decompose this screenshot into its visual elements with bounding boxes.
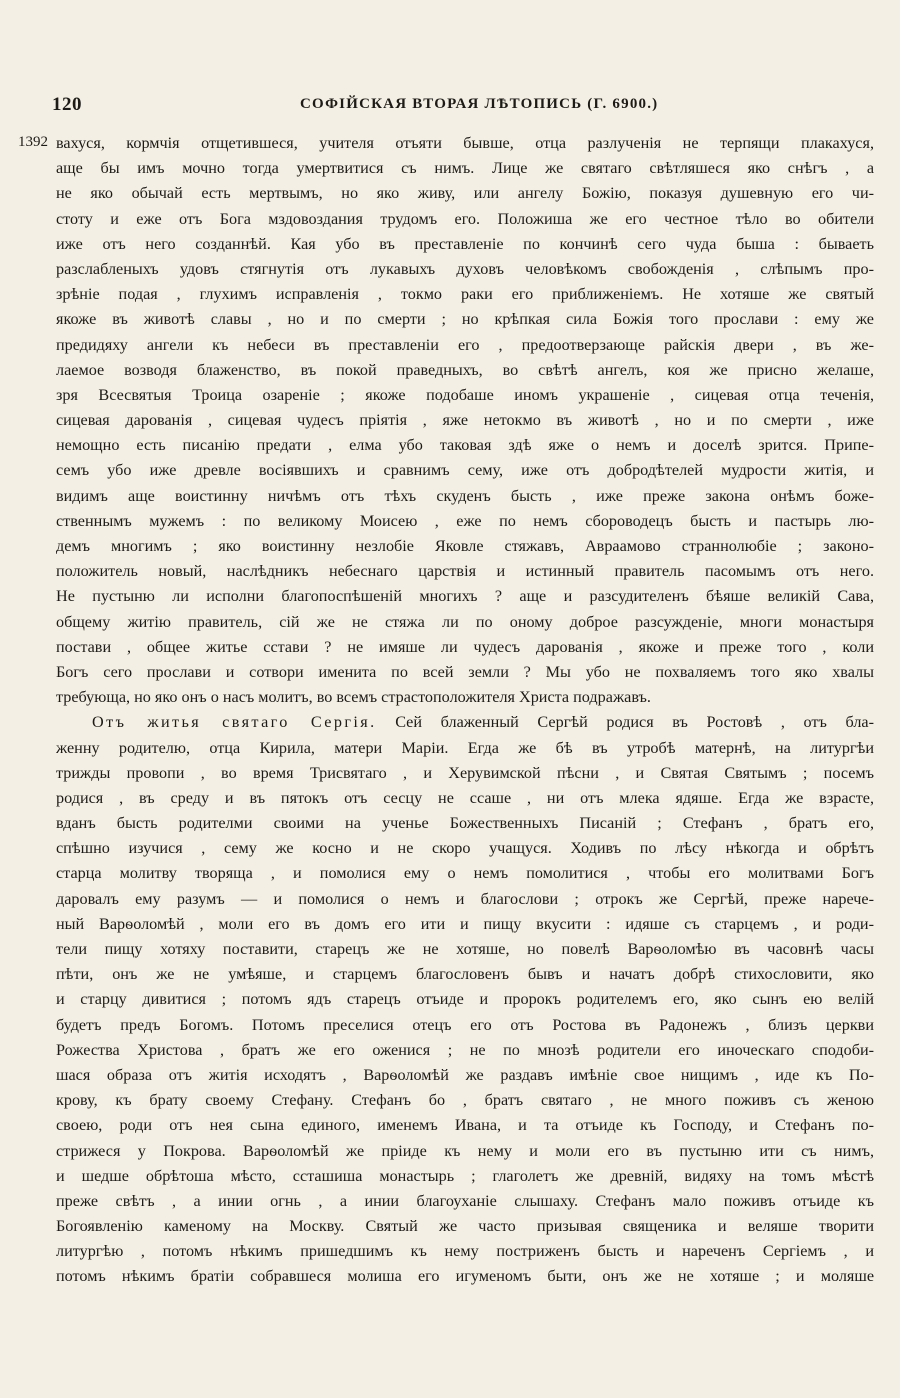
text-line: якоже въ животѣ славы , но и по смерти ; но крѣпкая сила Божія того прослави : ему же (56, 310, 874, 329)
text-line: немощно есть писанію предати , елма убо таковая здѣ яже о немъ и доселѣ зрится. Припе- (56, 436, 874, 455)
text-line: ный Варѳоломѣй , моли его въ домъ его ити и пищу вкусити : идяше съ старцемъ , и роди- (56, 914, 874, 933)
text-line: пѣти, онъ же не умѣяше, и старцемъ благословенъ бывъ и начатъ добрѣ стихословити, яко (56, 965, 874, 984)
text-line: постави , общее житье сстави ? не имяше ли чудесъ дарованія , якоже и преже того , коли (56, 637, 874, 656)
text-line: преже свѣтъ , а инии огнь , а инии благоуханіе слышаху. Стефанъ мало поживъ отъиде къ (56, 1191, 874, 1210)
text-line: видимъ аще воистинну ничѣмъ отъ тѣхъ скуденъ бысть , иже преже закона онѣмъ боже- (56, 486, 874, 505)
text-line: Богоявленію каменому на Москву. Святый же часто призывая священика и веляше творити (56, 1217, 874, 1236)
text-line: вахуся, кормчія отщетившеся, учителя отъяти бывше, отца разлученія не терпящи плакахуся, (56, 134, 874, 152)
text-line: зря Всесвятыя Троица озареніе ; якоже подобаше иномъ украшеніе , сицевая отца теченія, (56, 385, 874, 404)
text-line: лаемое возводя блаженство, въ покой праведныхъ, во свѣтѣ ангелъ, коя же присно желаше, (56, 360, 874, 379)
text-line: спѣшно изучися , сему же косно и не скоро учащуся. Ходивъ по лѣсу нѣкогда и обрѣтъ (56, 839, 874, 858)
text-line: Богъ сего прослави и сотвори именита по всей земли ? Мы убо не похваляемъ того яко хвалы (56, 662, 874, 681)
text-line: трижды провопи , во время Трисвятаго , и Херувимской пѣсни , и Святая Святымъ ; посемъ (56, 763, 874, 782)
text-line: шася образа отъ житія исходятъ , Варѳоломѣй же раздавъ имѣніе свое нищимъ , иде къ По- (56, 1065, 874, 1084)
text-line: вданъ бысть родителми своими на ученье Божественныхъ Писаній ; Стефанъ , братъ его, (56, 814, 874, 833)
text-line: тели пищу хотяху поставити, старецъ же не хотяше, но повелѣ Варѳоломѣю въ часовнѣ часы (56, 940, 874, 958)
text-line: даровалъ ему разумъ — и помолися о немъ и благослови ; отрокъ же Сергѣй, преже нарече- (56, 889, 874, 908)
text-line: и шедше обрѣтоша мѣсто, ссташиша монастырь ; глаголетъ же древній, видяху на томъ мѣстѣ (56, 1166, 874, 1185)
text-line: стоту и еже отъ Бога мздовоздания трудомъ его. Положиша же его честное тѣло во обители (56, 209, 874, 228)
text-line: положитель новый, наслѣдникъ небеснаго царствія и истинный правитель пасомымъ отъ него. (56, 562, 874, 581)
text-line: своею, роди отъ нея сына единого, именемъ Ивана, и та отъиде къ Господу, и Стефанъ по- (56, 1116, 874, 1135)
paragraph-1 (56, 131, 874, 710)
margin-year: 1392 (18, 134, 48, 150)
page-header (52, 94, 864, 118)
text-line: стрижеся у Покрова. Варѳоломѣй же пріиде къ нему и моли его въ пустыню ити съ нимъ, (56, 1141, 874, 1160)
text-line: разслабленыхъ удовъ стягнутія отъ лукавыхъ духовъ человѣкомъ свобожденія , слѣпымъ про- (56, 259, 874, 278)
text-line: будетъ предъ Богомъ. Потомъ преселися отецъ его отъ Ростова въ Радонежъ , близъ церкви (56, 1015, 874, 1034)
page-number: 120 (52, 94, 82, 115)
text-line: сицевая дарованія , сицевая чудесъ пріятія , яже нетокмо въ животѣ , но и по смерти , иже (56, 411, 874, 430)
chronicle-text (56, 131, 874, 1290)
text-line: литургѣю , потомъ нѣкимъ пришедшимъ къ нему постриженъ бысть и нареченъ Сергіемъ , и (56, 1242, 874, 1261)
text-line: и старцу дивитися ; потомъ ядъ старецъ отъиде и пророкъ родителемъ его, яко сынъ ею велій (56, 990, 874, 1009)
text-line: старца молитву творяща , и помолися ему о немъ помолитися , чтобы его молитвами Богъ (56, 864, 874, 883)
text-line (56, 710, 874, 735)
text-line: Не пустыню ли исполни благопоспѣшеній многихъ ? аще и разсудителенъ бѣяше великій Сава, (56, 587, 874, 606)
text-line: крову, къ брату своему Стефану. Стефанъ бо , братъ святаго , не много поживъ съ женою (56, 1091, 874, 1110)
text-line: аще бы имъ мочно тогда умертвитися съ нимъ. Лице же святаго свѣтляшеся яко снѣгъ , а (56, 159, 874, 178)
text-line: родися , въ среду и въ пятокъ отъ сесцу не ссаше , ни отъ млека ядяше. Егда же взрасте, (56, 788, 874, 807)
paragraph-2 (56, 710, 874, 1289)
text-line: ственнымъ мужемъ : по великому Моисею , еже по немъ сбороводецъ бысть и пастырь лю- (56, 511, 874, 530)
text-line: общему житію правитель, сій же не стяжа ли по оному доброе разсужденіе, многи монастыря (56, 612, 874, 631)
text-line: семъ убо иже древле восіявшихъ и сравнимъ сему, иже отъ добродѣтелей мудрости житія, и (56, 461, 874, 480)
text-line: потомъ нѣкимъ братіи собравшеся молиша его игуменомъ быти, онъ же не хотяше ; и моляше (56, 1267, 874, 1286)
running-title: СОФІЙСКАЯ ВТОРАЯ ЛѢТОПИСЬ (Г. 6900.) (300, 96, 659, 112)
text-line: требующа, но яко онъ о насъ молитъ, во всемъ страстоположителя Христа подражавъ. (56, 688, 651, 707)
text-line: женну родителю, отца Кирила, матери Маріи. Егда же бѣ въ утробѣ матернѣ, на литургѣи (56, 738, 874, 757)
text-line: демъ многимъ ; яко воистинну незлобіе Яковле стяжавъ, Авраамово страннолюбіе ; законо- (56, 537, 874, 555)
text-line: предидяху ангели къ небеси въ преставленіи его , предоотверзающе райскія двери , въ же- (56, 335, 874, 354)
text-line: не яко обычай есть мертвымъ, но яко живу, или ангелу Божію, показуя душевную его чи- (56, 184, 874, 203)
text-line: Рожества Христова , братъ же его оженися ; не по мнозѣ родители его иноческаго сподоби- (56, 1040, 874, 1059)
section-heading: Отъ житья святаго Сергія. (92, 713, 377, 732)
text-line: зрѣніе подая , глухимъ исправленія , токмо раки его приближеніемъ. Не хотяше же святый (56, 285, 874, 304)
text-line: иже отъ него созданнѣй. Кая убо въ преставленіе по кончинѣ сего чуда быша : бываеть (56, 234, 874, 253)
text-fragment: Сей блаженный Сергѣй родися въ Ростовѣ , отъ бла- (395, 713, 874, 732)
